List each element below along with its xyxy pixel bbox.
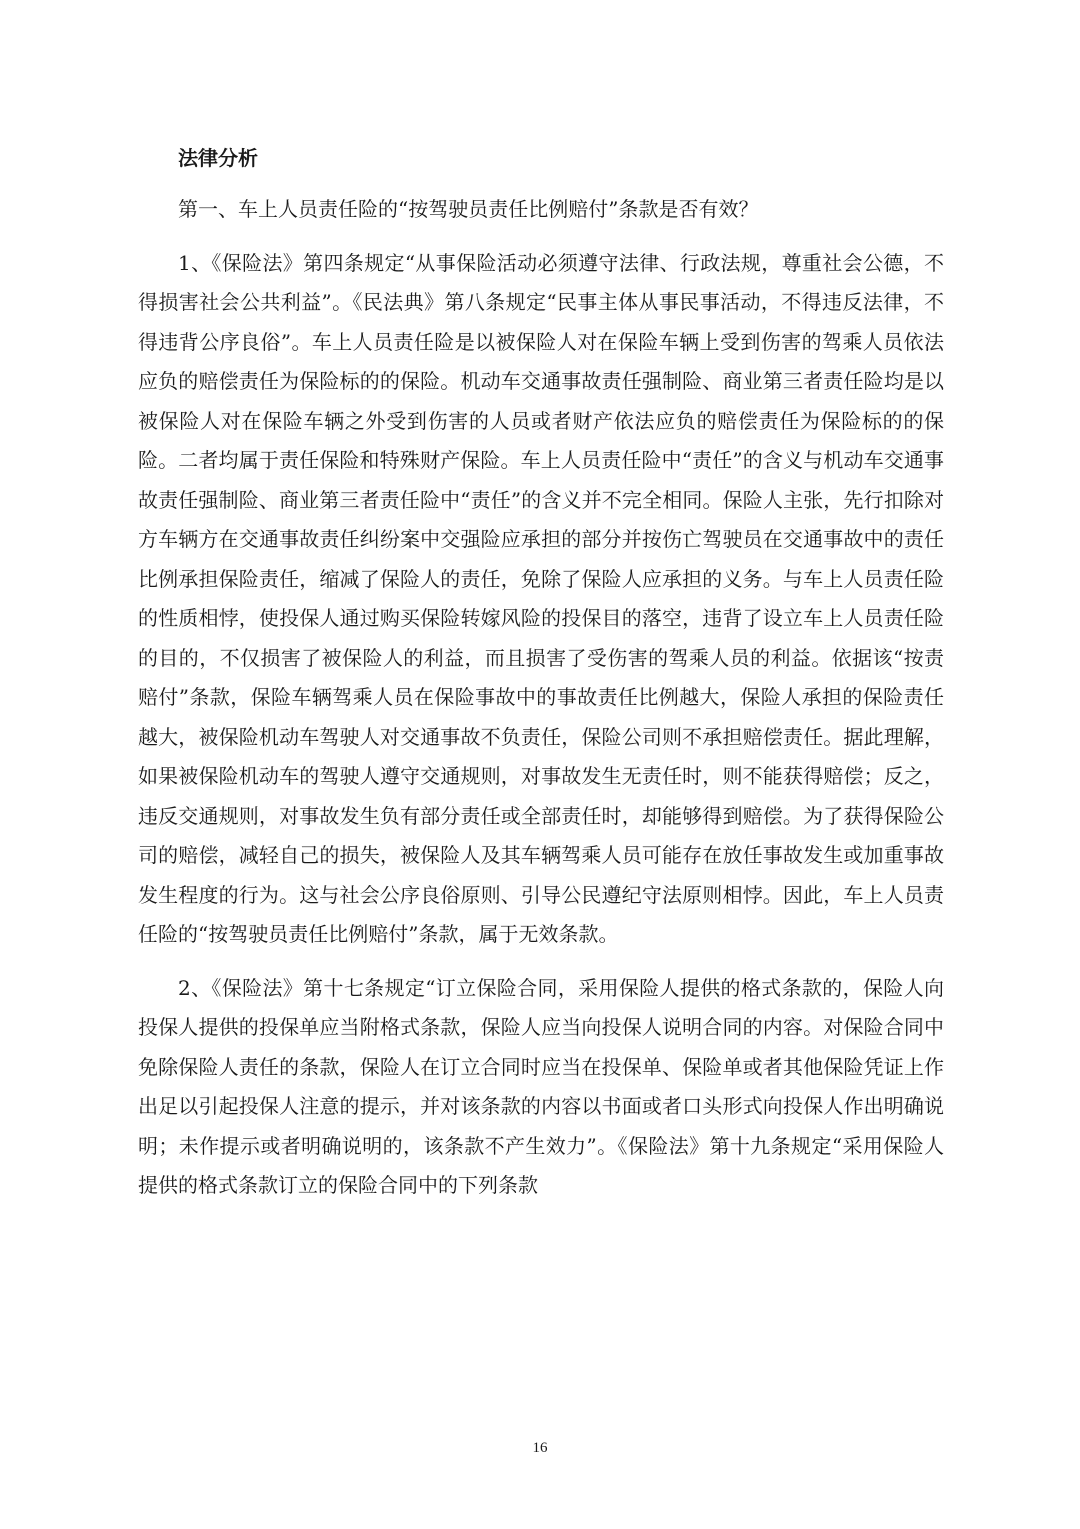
analysis-paragraph-2: 2、《保险法》第十七条规定“订立保险合同，采用保险人提供的格式条款的，保险人向投保人提供的投保单应当附格式条款，保险人应当向投保人说明合同的内容。对保险合同中免除保险人责任的条款，保险人在订立合同时应当在投保单、保险单或者其他保险凭证上作出足以引起投保人注意的提示，并对该条款的内容以书面或者口头形式向投保人作出明确说明；未作提示或者明确说明的，该条款不产生效力”。《保险法》第十九条规定“采用保险人提供的格式条款订立的保险合同中的下列条款 [138, 975, 944, 1197]
analysis-paragraph-1: 1、《保险法》第四条规定“从事保险活动必须遵守法律、行政法规，尊重社会公德，不得损害社会公共利益”。《民法典》第八条规定“民事主体从事民事活动，不得违反法律，不得违背公序良俗”。车上人员责任险是以被保险人对在保险车辆上受到伤害的驾乘人员依法应负的赔偿责任为保险标的的保险。机动车交通事故责任强制险、商业第三者责任险均是以被保险人对在保险车辆之外受到伤害的人员或者财产依法应负的赔偿责任为保险标的的保险。二者均属于责任保险和特殊财产保险。车上人员责任险中“责任”的含义与机动车交通事故责任强制险、商业第三者责任险中“责任”的含义并不完全相同。保险人主张，先行扣除对方车辆方在交通事故责任纠纷案中交强险应承担的部分并按伤亡驾驶员在交通事故中的责任比例承担保险责任，缩减了保险人的责任，免除了保险人应承担的义务。与车上人员责任险的性质相悖，使投保人通过购买保险转嫁风险的投保目的落空，违背了设立车上人员责任险的目的，不仅损害了被保险人的利益，而且损害了受伤害的驾乘人员的利益。依据该“按责赔付”条款，保险车辆驾乘人员在保险事故中的事故责任比例越大，保险人承担的保险责任越大，被保险机动车驾驶人对交通事故不负责任，保险公司则不承担赔偿责任。据此理解，如果被保险机动车的驾驶人遵守交通规则，对事故发生无责任时，则不能获得赔偿；反之，违反交通规则，对事故发生负有部分责任或全部责任时，却能够得到赔偿。为了获得保险公司的赔偿，减轻自己的损失，被保险人及其车辆驾乘人员可能存在放任事故发生或加重事故发生程度的行为。这与社会公序良俗原则、引导公民遵纪守法原则相悖。因此，车上人员责任险的“按驾驶员责任比例赔付”条款，属于无效条款。 [138, 250, 944, 946]
document-body [138, 140, 944, 1220]
page-number: 16 [532, 1440, 548, 1456]
section-heading: 法律分析 [178, 146, 258, 170]
question-paragraph: 第一、车上人员责任险的“按驾驶员责任比例赔付”条款是否有效？ [178, 197, 759, 221]
